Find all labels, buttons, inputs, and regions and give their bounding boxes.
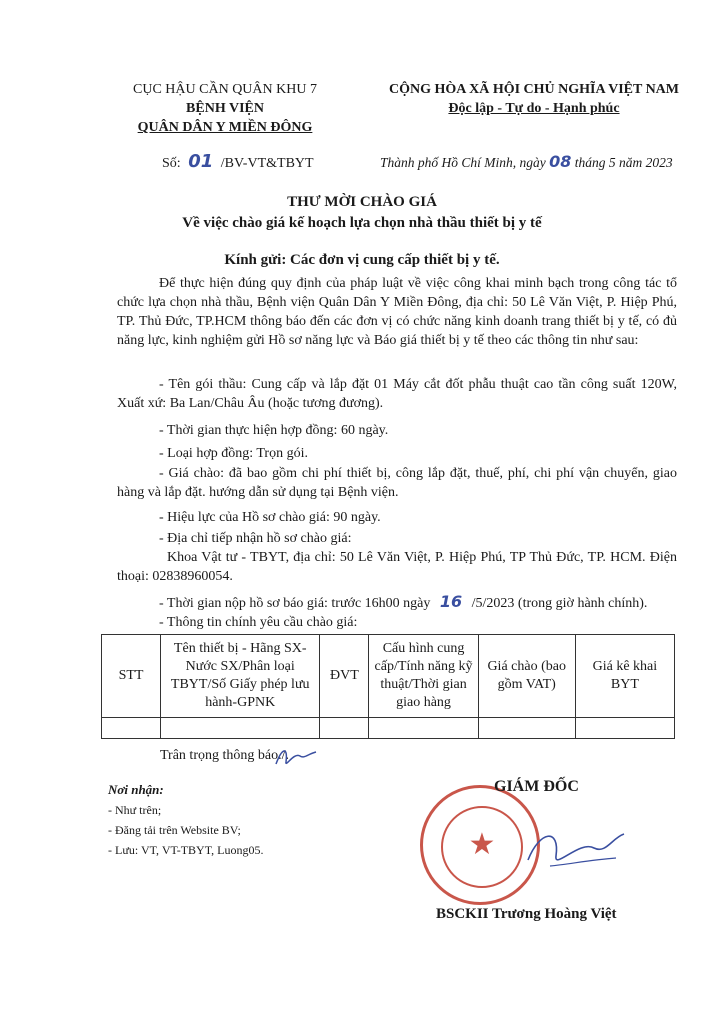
initials-signature — [272, 742, 320, 772]
header-right — [356, 80, 712, 118]
place-date-suffix: tháng 5 năm 2023 — [574, 155, 673, 170]
deadline-prefix: - Thời gian nộp hồ sơ báo giá: trước 16h00 ngày — [159, 596, 431, 611]
recipients-label: Nơi nhận: — [108, 782, 164, 797]
signer-name: BSCKII Trương Hoàng Việt — [436, 906, 617, 922]
deadline-line — [159, 592, 647, 613]
reference-number — [162, 152, 314, 173]
intro-paragraph: Để thực hiện đúng quy định của pháp luật về việc công khai minh bạch trong công tác tổ chức lựa chọn nhà thầu, Bệnh viện Quân Dân Y Miền Đông, địa chỉ: 50 Lê Văn Việt, P. Hiệp Phú, TP. Thủ Đức, TP.HCM thông báo đến các đơn vị có chức năng kinh doanh trang thiết bị y tế, có đủ năng lực, kinh nghiệm gửi Hồ sơ năng lực và Báo giá thiết bị y tế theo các thông tin như sau: — [117, 276, 677, 348]
table-header-row — [102, 635, 675, 718]
place-date-prefix: Thành phố Hồ Chí Minh, ngày — [380, 155, 546, 170]
deadline-suffix: /5/2023 (trong giờ hành chính). — [471, 596, 648, 611]
recipient-item: - Lưu: VT, VT-TBYT, Luong05. — [108, 843, 264, 857]
day-handwritten: 08 — [549, 152, 572, 171]
duration-line: - Thời gian thực hiện hợp đồng: 60 ngày. — [159, 423, 389, 438]
document-title: THƯ MỜI CHÀO GIÁ — [287, 194, 437, 210]
th-declared-price: Giá kê khai BYT — [575, 635, 674, 718]
th-device-name: Tên thiết bị - Hãng SX-Nước SX/Phân loại TBYT/Số Giấy phép lưu hành-GPNK — [161, 635, 320, 718]
recipient-item: - Đăng tải trên Website BV; — [108, 823, 241, 837]
star-icon: ★ — [468, 828, 496, 861]
requirements-line: - Thông tin chính yêu cầu chào giá: — [159, 615, 358, 630]
address-label: - Địa chỉ tiếp nhận hồ sơ chào giá: — [159, 531, 352, 546]
table-row — [102, 718, 675, 739]
country-name: CỘNG HÒA XÃ HỘI CHỦ NGHĨA VIỆT NAM — [388, 82, 679, 97]
director-signature — [520, 820, 630, 880]
motto: Độc lập - Tự do - Hạnh phúc — [448, 101, 620, 116]
price-paragraph: - Giá chào: đã bao gồm chi phí thiết bị, công lắp đặt, thuế, phí, chi phí vận chuyển, giao hàng và lắp đặt. hướng dẫn sử dụng tại Bệnh viện. — [117, 466, 677, 500]
document-subtitle: Về việc chào giá kế hoạch lựa chọn nhà thầu thiết bị y tế — [182, 215, 542, 231]
place-date — [380, 152, 673, 172]
ref-prefix: Số: — [162, 156, 181, 171]
th-configuration: Cấu hình cung cấp/Tính năng kỹ thuật/Thời gian giao hàng — [369, 635, 478, 718]
package-paragraph: - Tên gói thầu: Cung cấp và lắp đặt 01 Máy cắt đốt phẫu thuật cao tần công suất 120W, Xuất xứ: Ba Lan/Châu Âu (hoặc tương đương). — [117, 377, 677, 411]
recipients-block — [108, 780, 264, 860]
th-unit: ĐVT — [320, 635, 369, 718]
recipient-item: - Như trên; — [108, 803, 162, 817]
signer-role: GIÁM ĐỐC — [494, 778, 579, 795]
greeting: Kính gửi: Các đơn vị cung cấp thiết bị y tế. — [224, 252, 500, 268]
ref-code: /BV-VT&TBYT — [220, 156, 314, 171]
quote-table — [101, 634, 675, 739]
hospital-name-line2: QUÂN DÂN Y MIỀN ĐÔNG — [137, 120, 313, 135]
closing-line: Trân trọng thông báo./. — [160, 748, 289, 763]
ref-number-handwritten: 01 — [188, 151, 214, 172]
deadline-day-handwritten: 16 — [439, 592, 463, 611]
address-value: Khoa Vật tư - TBYT, địa chỉ: 50 Lê Văn Việt, P. Hiệp Phú, TP Thủ Đức, TP. HCM. Điện thoại: 02838960054. — [117, 550, 677, 584]
th-stt: STT — [102, 635, 161, 718]
contract-type-line: - Loại hợp đồng: Trọn gói. — [159, 446, 308, 461]
hospital-name-line1: BỆNH VIỆN — [186, 101, 264, 116]
validity-line: - Hiệu lực của Hồ sơ chào giá: 90 ngày. — [159, 510, 381, 525]
th-quoted-price: Giá chào (bao gồm VAT) — [478, 635, 575, 718]
parent-agency: CỤC HẬU CẦN QUÂN KHU 7 — [133, 82, 317, 97]
header-left — [110, 80, 340, 137]
